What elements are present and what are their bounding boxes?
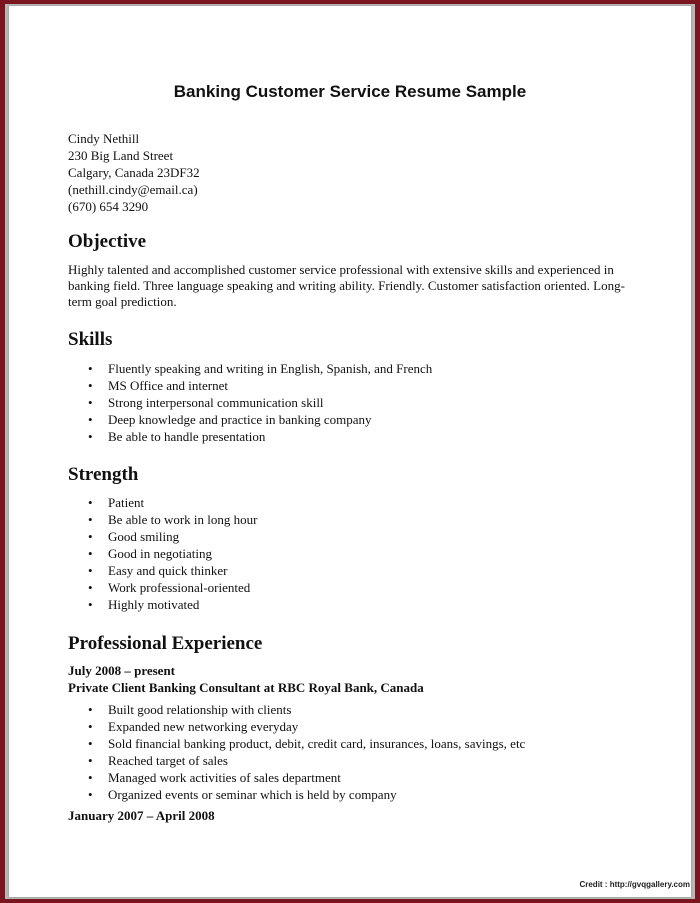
job-duty-item: • Sold financial banking product, debit, credit card, insurances, loans, savings, etc bbox=[88, 735, 525, 752]
strength-list-item: • Easy and quick thinker bbox=[88, 562, 257, 579]
skills-list-item: • Fluently speaking and writing in English, Spanish, and French bbox=[88, 360, 432, 377]
strength-list-item: • Good smiling bbox=[88, 528, 257, 545]
skills-list-item: • Be able to handle presentation bbox=[88, 428, 432, 445]
job-dates: January 2007 – April 2008 bbox=[68, 808, 215, 823]
job-dates: July 2008 – present bbox=[68, 663, 176, 678]
skills-list-item: • MS Office and internet bbox=[88, 377, 432, 394]
contact-city: Calgary, Canada 23DF32 bbox=[68, 165, 200, 180]
skills-list bbox=[88, 360, 432, 445]
image-credit: Credit : http://gvqgallery.com bbox=[579, 880, 690, 889]
job-duty-item: • Organized events or seminar which is held by company bbox=[88, 786, 525, 803]
strength-list-item: • Highly motivated bbox=[88, 596, 257, 613]
document-title: Banking Customer Service Resume Sample bbox=[173, 82, 527, 101]
skills-list-item: • Deep knowledge and practice in banking company bbox=[88, 411, 432, 428]
experience-heading: Professional Experience bbox=[68, 633, 263, 654]
contact-street: 230 Big Land Street bbox=[68, 148, 174, 163]
job-duties-list bbox=[88, 701, 525, 803]
contact-email: (nethill.cindy@email.ca) bbox=[68, 182, 198, 197]
job-duty-item: • Managed work activities of sales department bbox=[88, 769, 525, 786]
contact-block bbox=[68, 130, 200, 215]
strength-list-item: • Patient bbox=[88, 494, 257, 511]
strength-list-item: • Be able to work in long hour bbox=[88, 511, 257, 528]
job-position: Private Client Banking Consultant at RBC Royal Bank, Canada bbox=[68, 680, 424, 695]
contact-name: Cindy Nethill bbox=[68, 131, 140, 146]
objective-text: Highly talented and accomplished customer service professional with extensive skills and experienced in banking field. Three language speaking and writing ability. Friendly. Customer satisfaction oriented. Long-term goal prediction. bbox=[68, 262, 625, 309]
strength-list-item: • Work professional-oriented bbox=[88, 579, 257, 596]
strength-heading: Strength bbox=[68, 464, 139, 485]
objective-heading: Objective bbox=[68, 231, 147, 252]
job-duty-item: • Reached target of sales bbox=[88, 752, 525, 769]
contact-phone: (670) 654 3290 bbox=[68, 199, 149, 214]
strength-list bbox=[88, 494, 257, 613]
skills-list-item: • Strong interpersonal communication skill bbox=[88, 394, 432, 411]
job-duty-item: • Built good relationship with clients bbox=[88, 701, 525, 718]
strength-list-item: • Good in negotiating bbox=[88, 545, 257, 562]
job-duty-item: • Expanded new networking everyday bbox=[88, 718, 525, 735]
skills-heading: Skills bbox=[68, 329, 113, 350]
